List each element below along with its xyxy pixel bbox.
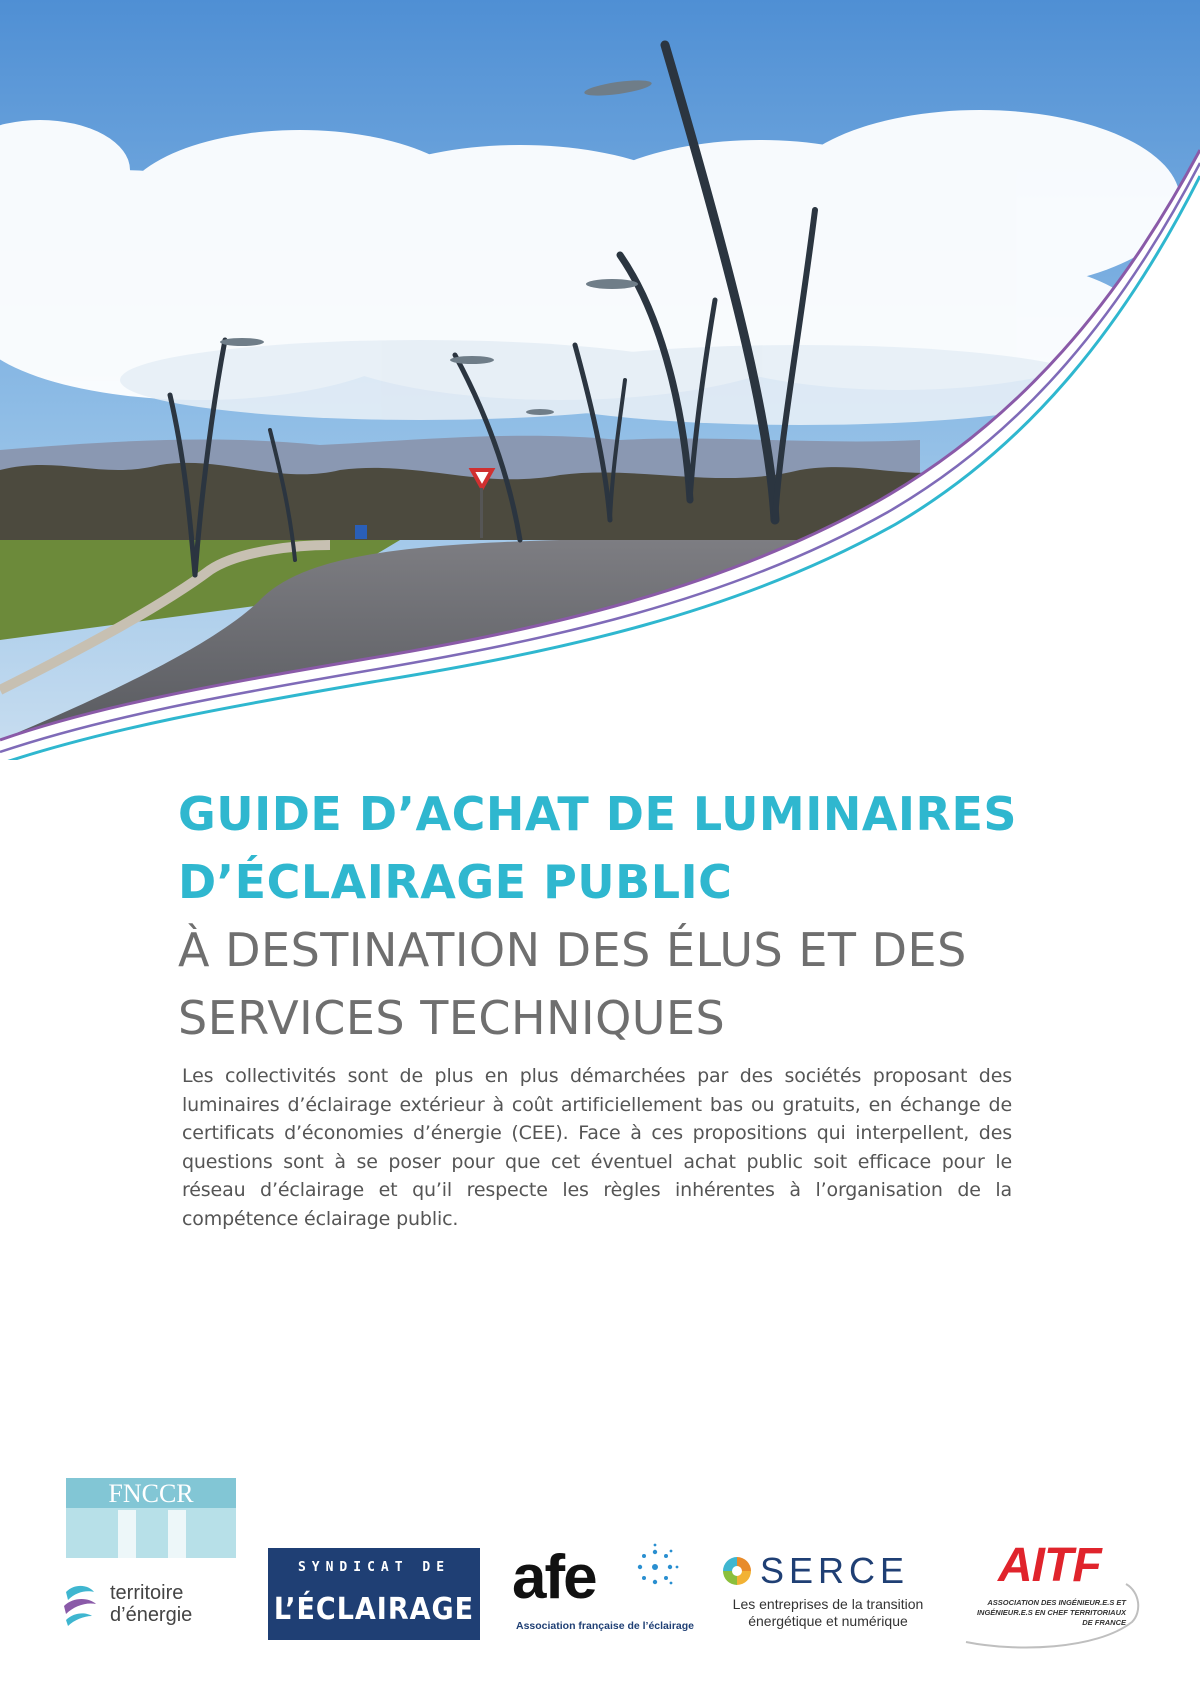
afe-logo — [512, 1542, 692, 1642]
title-line-2: D’ÉCLAIRAGE PUBLIC — [178, 855, 733, 909]
aitf-tagline-3: DE FRANCE — [1082, 1618, 1126, 1627]
syndicat-line: SYNDICAT DE — [297, 1560, 451, 1575]
intro-paragraph: Les collectivités sont de plus en plus démarchées par des sociétés proposant des luminaires d’éclairage extérieur à coût artificiellement bas ou gratuits, en échange de certificats d’économies d’énergie (CEE). Face à ces propositions qui interpellent, des questions sont à se poser pour que cet éventuel achat public soit efficace pour le réseau d’éclairage et qu’il respecte les règles inhérentes à l’organisation de la compétence éclairage public. — [182, 1065, 1012, 1230]
aitf-logo — [956, 1539, 1146, 1652]
title-block — [178, 780, 1138, 1052]
subtitle-line-1: À DESTINATION DES ÉLUS ET DES — [178, 923, 967, 977]
aitf-tagline — [956, 1598, 1126, 1628]
territoire-energie-icon — [60, 1580, 100, 1626]
title-line-1: GUIDE D’ACHAT DE LUMINAIRES — [178, 787, 1018, 841]
territoire-energie-text — [110, 1582, 192, 1626]
afe-wordmark: afe — [512, 1543, 596, 1612]
serce-wordmark: SERCE — [760, 1550, 910, 1591]
fnccr-wordmark: FNCCR — [108, 1479, 194, 1508]
eclairage-line: L’ÉCLAIRAGE — [273, 1592, 475, 1627]
fnccr-logo — [56, 1470, 256, 1630]
afe-tagline: Association française de l’éclairage — [516, 1620, 694, 1632]
starburst-icon — [630, 1542, 680, 1592]
serce-tagline — [718, 1596, 938, 1630]
syndicat-eclairage-logo — [268, 1548, 480, 1640]
serce-swirl-icon — [720, 1554, 754, 1588]
serce-tagline-1: Les entreprises de la transition — [732, 1596, 924, 1612]
territoire-line: territoire — [110, 1582, 184, 1604]
aitf-tagline-2: INGÉNIEUR.E.S EN CHEF TERRITORIAUX — [976, 1608, 1126, 1617]
subtitle-line-2: SERVICES TECHNIQUES — [178, 991, 726, 1045]
cover-photo — [0, 0, 1200, 760]
energie-line: d’énergie — [110, 1604, 193, 1626]
serce-logo — [718, 1552, 938, 1642]
partner-logos — [0, 1470, 1200, 1670]
aitf-wordmark: AITF — [998, 1539, 1101, 1592]
serce-tagline-2: énergétique et numérique — [748, 1613, 908, 1629]
aitf-tagline-1: ASSOCIATION DES INGÉNIEUR.E.S ET — [987, 1598, 1126, 1607]
